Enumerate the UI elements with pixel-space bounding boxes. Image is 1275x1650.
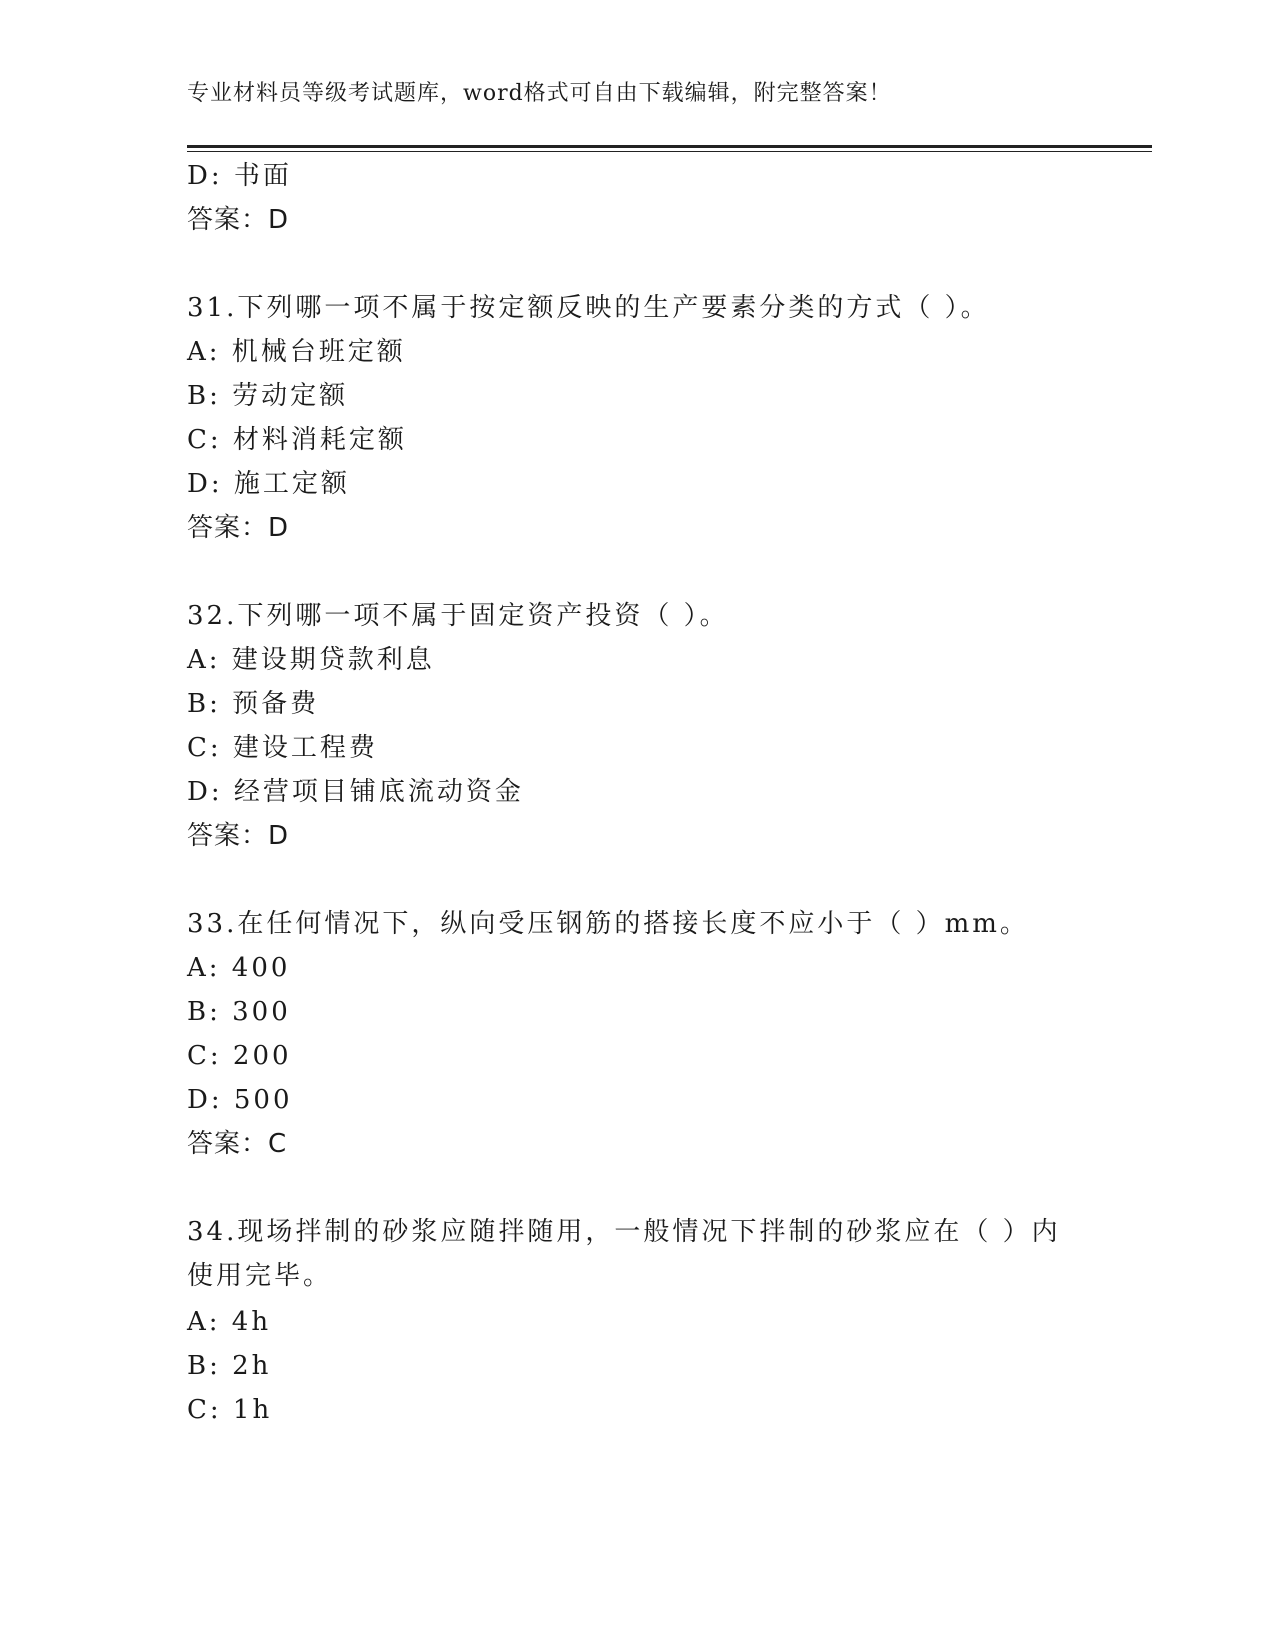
q33-option-a: A: 400 [187,953,291,983]
q33-answer: 答案：C [187,1129,288,1159]
prev-answer: 答案：D [187,205,290,235]
q31-option-a: A: 机械台班定额 [187,337,406,367]
header-divider-thin [187,151,1152,152]
q34-question-line1: 34.现场拌制的砂浆应随拌随用，一般情况下拌制的砂浆应在（ ）内 [187,1217,1061,1247]
q33-question: 33.在任何情况下，纵向受压钢筋的搭接长度不应小于（ ）mm。 [187,909,1029,939]
q34-question-line2: 使用完毕。 [187,1261,333,1291]
q34-option-a: A: 4h [187,1307,272,1337]
q32-option-c: C: 建设工程费 [187,733,378,763]
q34-option-c: C: 1h [187,1395,273,1425]
q33-option-c: C: 200 [187,1041,292,1071]
q32-option-b: B: 预备费 [187,689,320,719]
q34-option-b: B: 2h [187,1351,272,1381]
q31-answer: 答案：D [187,513,290,543]
q32-option-a: A: 建设期贷款利息 [187,645,435,675]
q31-option-b: B: 劳动定额 [187,381,349,411]
q33-option-d: D: 500 [187,1085,293,1115]
q32-option-d: D: 经营项目铺底流动资金 [187,777,524,807]
q31-question: 31.下列哪一项不属于按定额反映的生产要素分类的方式（ ）。 [187,293,990,323]
q31-option-c: C: 材料消耗定额 [187,425,407,455]
q32-answer: 答案：D [187,821,290,851]
q33-option-b: B: 300 [187,997,291,1027]
prev-option-d: D: 书面 [187,161,292,191]
page-header: 专业材料员等级考试题库，word格式可自由下载编辑，附完整答案！ [187,81,892,106]
q32-question: 32.下列哪一项不属于固定资产投资（ ）。 [187,601,729,631]
q31-option-d: D: 施工定额 [187,469,350,499]
header-divider-thick [187,145,1152,148]
